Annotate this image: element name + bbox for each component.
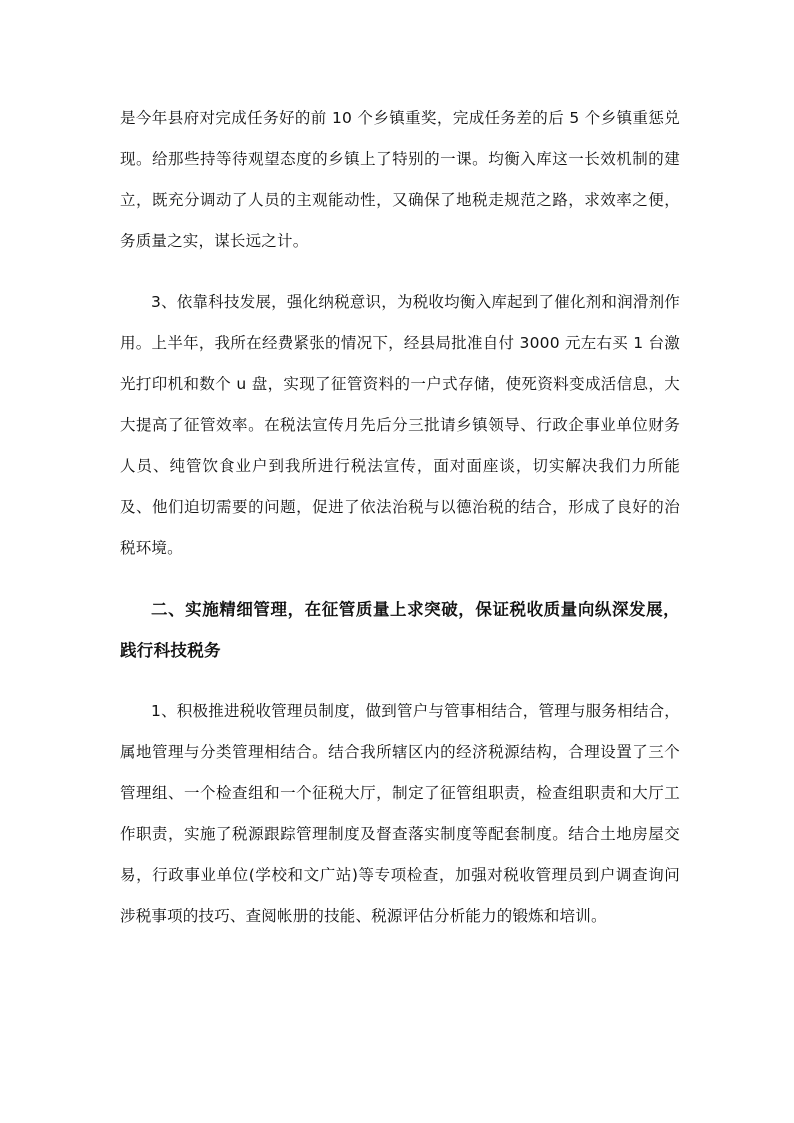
paragraph-tax-manager-system: 1、积极推进税收管理员制度，做到管户与管事相结合，管理与服务相结合，属地管理与分类管理相结合。结合我所辖区内的经济税源结构，合理设置了三个管理组、一个检查组和一个征税大厅，制定了征管组职责，检查组职责和大厅工作职责，实施了税源跟踪管理制度及督查落实制度等配套制度。结合土地房屋交易，行政事业单位(学校和文广站)等专项检查，加强对税收管理员到户调查询问涉税事项的技巧、查阅帐册的技能、税源评估分析能力的锻炼和培训。 (120, 702, 680, 925)
document-body (120, 98, 680, 937)
paragraph-continuation: 是今年县府对完成任务好的前 10 个乡镇重奖，完成任务差的后 5 个乡镇重惩兑现。给那些持等待观望态度的乡镇上了特别的一课。均衡入库这一长效机制的建立，既充分调动了人员的主观能动性，又确保了地税走规范之路，求效率之便，务质量之实，谋长远之计。 (120, 109, 680, 250)
paragraph-spacer (120, 569, 680, 589)
paragraph-tech-development: 3、依靠科技发展，强化纳税意识，为税收均衡入库起到了催化剂和润滑剂作用。上半年，我所在经费紧张的情况下，经县局批准自付 3000 元左右买 1 台激光打印机和数个 u 盘，实现了征管资料的一户式存储，使死资料变成活信息，大大提高了征管效率。在税法宣传月先后分三批请乡镇领导、行政企事业单位财务人员、纯管饮食业户到我所进行税法宣传，面对面座谈，切实解决我们力所能及、他们迫切需要的问题，促进了依法治税与以德治税的结合，形成了良好的治税环境。 (120, 293, 680, 557)
paragraph-spacer (120, 262, 680, 282)
section-heading: 二、实施精细管理，在征管质量上求突破，保证税收质量向纵深发展，践行科技税务 (120, 600, 680, 660)
paragraph-spacer (120, 671, 680, 691)
